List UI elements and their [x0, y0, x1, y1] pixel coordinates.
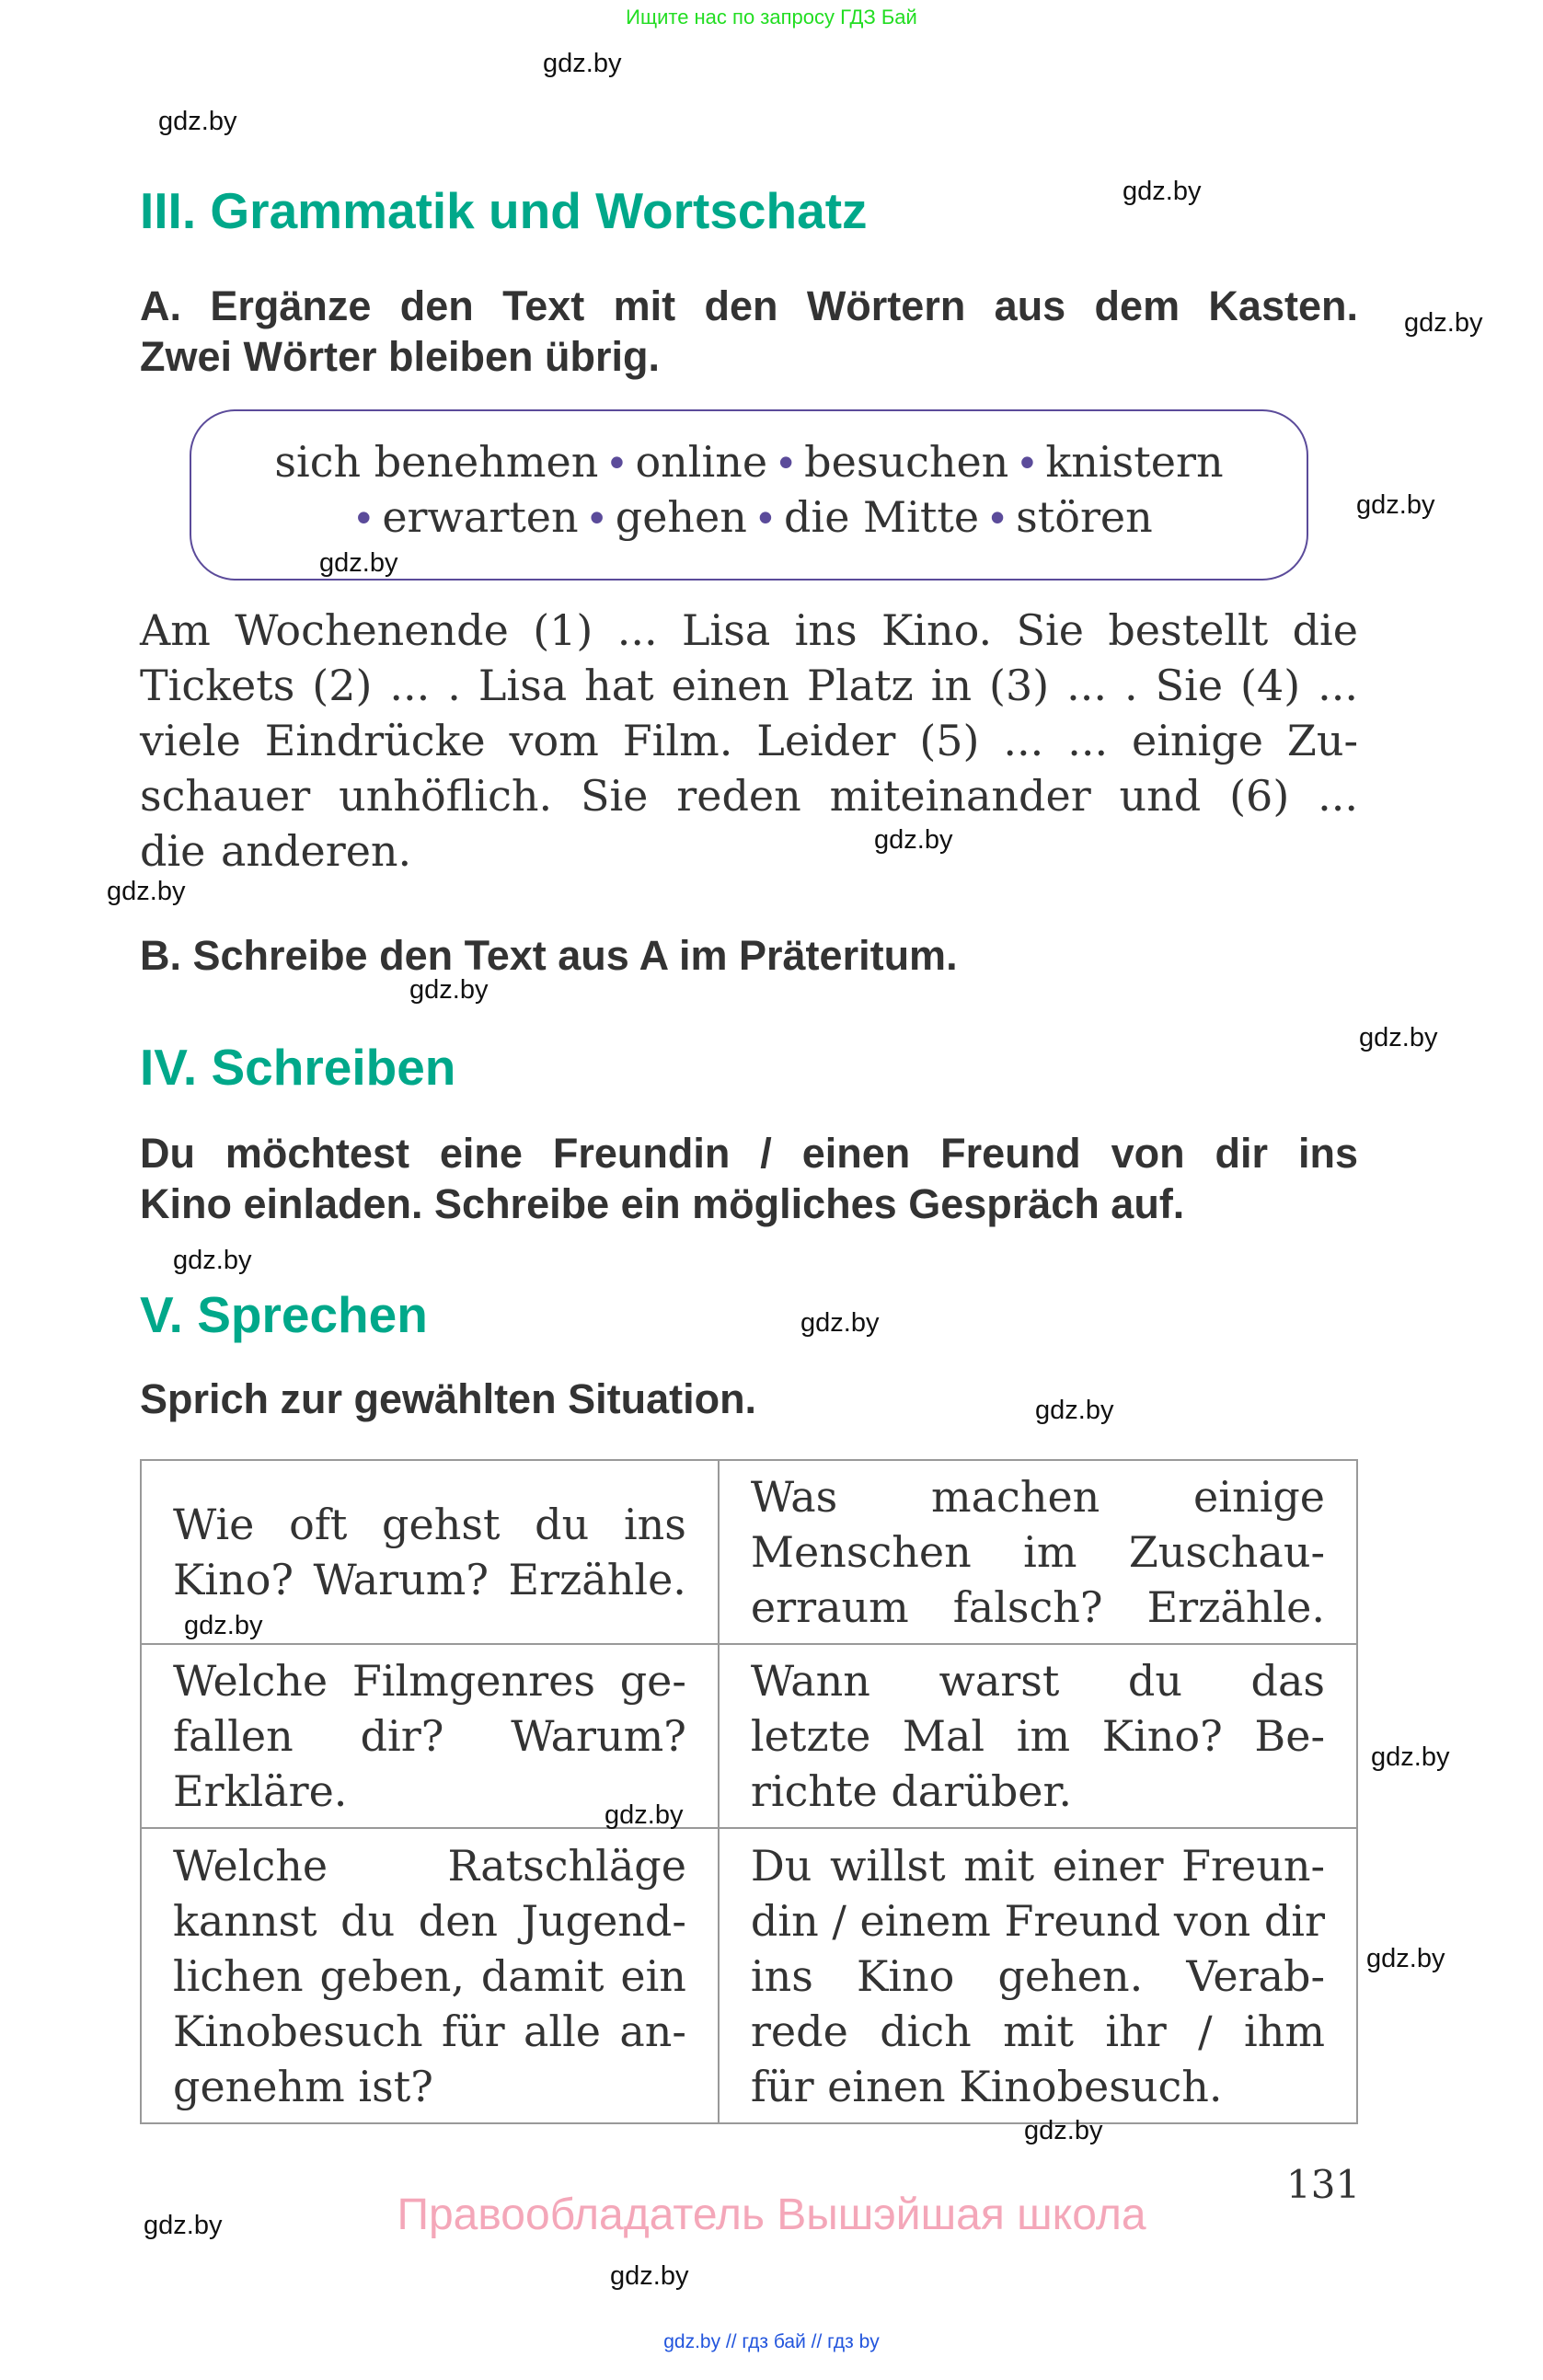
- bullet-icon: •: [990, 493, 1006, 541]
- word: stören: [1016, 492, 1153, 542]
- text-line: die anderen.: [140, 826, 412, 876]
- cell-line: erraum falsch? Erzähle.: [750, 1582, 1325, 1632]
- word-box-line-1: [191, 437, 1307, 487]
- watermark: gdz.by: [144, 2211, 223, 2240]
- text-line: schauer unhöflich. Sie reden miteinander und (6) ...: [140, 771, 1358, 821]
- cell-line: Erkläre.: [173, 1766, 348, 1816]
- section-4-title: IV. Schreiben: [140, 1039, 456, 1096]
- watermark: gdz.by: [1359, 1023, 1438, 1052]
- word: knistern: [1045, 437, 1224, 487]
- watermark: gdz.by: [1371, 1742, 1450, 1772]
- cell-line: rede dich mit ihr / ihm: [750, 2006, 1325, 2056]
- word: gehen: [615, 492, 747, 542]
- table-cell: [141, 1828, 719, 2123]
- bullet-icon: •: [356, 493, 372, 541]
- watermark: gdz.by: [409, 975, 489, 1005]
- cell-line: Kinobesuch für alle an-: [173, 2006, 686, 2056]
- instruction-line: Du möchtest eine Freundin / einen Freund von dir ins: [140, 1130, 1358, 1177]
- cell-line: Wann warst du das: [750, 1656, 1325, 1706]
- instruction-line: A. Ergänze den Text mit den Wörtern aus dem Kasten.: [140, 282, 1358, 329]
- watermark: gdz.by: [1356, 490, 1435, 520]
- watermark: gdz.by: [1123, 177, 1202, 206]
- word: besuchen: [804, 437, 1009, 487]
- watermark: gdz.by: [107, 877, 186, 906]
- table-cell: [719, 1644, 1357, 1828]
- watermark: gdz.by: [543, 49, 622, 78]
- word-box-line-2: [191, 492, 1307, 542]
- cell-line: Menschen im Zuschau-: [750, 1527, 1325, 1577]
- cell-line: Du willst mit einer Freun-: [750, 1840, 1325, 1891]
- word: die Mitte: [784, 492, 980, 542]
- table-cell: [719, 1828, 1357, 2123]
- bullet-icon: •: [757, 493, 774, 541]
- text-line: viele Eindrücke vom Film. Leider (5) ... ... einige Zu-: [140, 716, 1358, 765]
- instruction-line: Zwei Wörter bleiben übrig.: [140, 333, 661, 380]
- watermark: gdz.by: [319, 548, 398, 578]
- cell-line: din / einem Freund von dir: [750, 1895, 1325, 1946]
- table-cell: [719, 1460, 1357, 1644]
- cell-line: Wie oft gehst du ins: [173, 1500, 686, 1549]
- cell-line: für einen Kinobesuch.: [750, 2061, 1223, 2111]
- watermark: gdz.by: [800, 1308, 880, 1338]
- watermark: gdz.by: [605, 1800, 684, 1830]
- search-banner[interactable]: Ищите нас по запросу ГДЗ Бай: [626, 6, 917, 29]
- cell-line: ins Kino gehen. Verab-: [750, 1950, 1325, 2001]
- page-number: 131: [1286, 2162, 1361, 2207]
- text-line: Tickets (2) ... . Lisa hat einen Platz in (3) ... . Sie (4) ...: [140, 661, 1358, 710]
- watermark: gdz.by: [1404, 308, 1483, 338]
- copyright-notice: Правообладатель Вышэйшая школа: [397, 2190, 1146, 2239]
- cell-line: richte darüber.: [750, 1766, 1073, 1816]
- word: erwarten: [382, 492, 579, 542]
- bullet-icon: •: [1019, 438, 1035, 486]
- watermark: gdz.by: [158, 107, 237, 136]
- section-5-instruction: Sprich zur gewählten Situation.: [140, 1375, 757, 1422]
- watermark: gdz.by: [1024, 2116, 1103, 2145]
- instruction-line: Kino einladen. Schreibe ein mögliches Gespräch auf.: [140, 1180, 1185, 1227]
- bullet-icon: •: [609, 438, 625, 486]
- cell-line: genehm ist?: [173, 2061, 433, 2111]
- word: online: [635, 437, 768, 487]
- table-row: [141, 1460, 1357, 1644]
- watermark: gdz.by: [874, 825, 953, 855]
- cell-line: lichen geben, damit ein: [173, 1950, 686, 2001]
- watermark: gdz.by: [1366, 1944, 1445, 1973]
- section-5-title: V. Sprechen: [140, 1286, 428, 1343]
- cell-line: Welche Filmgenres ge-: [173, 1656, 686, 1706]
- situations-table: [140, 1459, 1358, 2124]
- watermark: gdz.by: [610, 2261, 689, 2291]
- footer-links[interactable]: gdz.by // гдз бай // гдз by: [663, 2331, 880, 2352]
- cell-line: Was machen einige: [750, 1472, 1325, 1522]
- cell-line: fallen dir? Warum?: [173, 1711, 686, 1761]
- watermark: gdz.by: [173, 1246, 252, 1275]
- cell-line: letzte Mal im Kino? Be-: [750, 1711, 1325, 1761]
- task-a-instruction: [140, 281, 1358, 382]
- table-row: [141, 1828, 1357, 2123]
- task-b-instruction: B. Schreibe den Text aus A im Präteritum.: [140, 932, 958, 979]
- section-4-instruction: [140, 1128, 1358, 1229]
- watermark: gdz.by: [184, 1611, 263, 1640]
- word: sich benehmen: [274, 437, 599, 487]
- section-3-title: III. Grammatik und Wortschatz: [140, 182, 868, 239]
- bullet-icon: •: [589, 493, 605, 541]
- gap-text: [140, 603, 1358, 879]
- text-line: Am Wochenende (1) ... Lisa ins Kino. Sie bestellt die: [140, 605, 1358, 655]
- cell-line: kannst du den Jugend-: [173, 1895, 686, 1946]
- bullet-icon: •: [778, 438, 794, 486]
- cell-line: Kino? Warum? Erzähle.: [173, 1555, 686, 1604]
- cell-line: Welche Ratschläge: [173, 1840, 686, 1891]
- watermark: gdz.by: [1035, 1396, 1114, 1425]
- table-row: [141, 1644, 1357, 1828]
